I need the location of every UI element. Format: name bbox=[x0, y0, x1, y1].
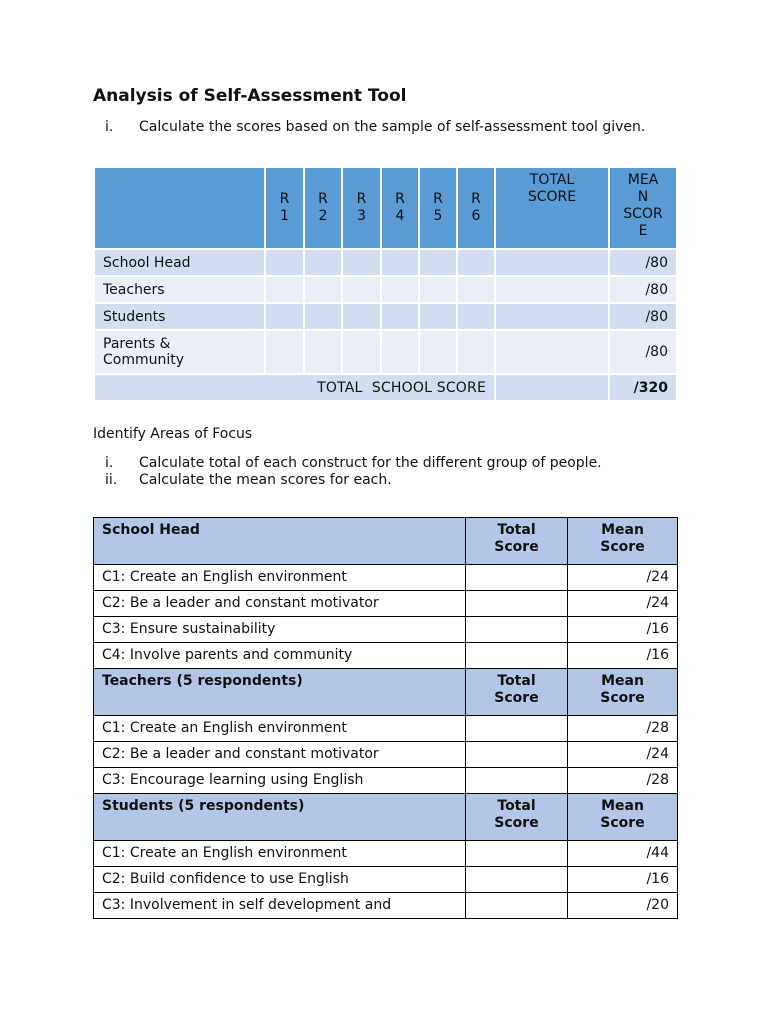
mean-score-header: Mean Score bbox=[568, 518, 678, 565]
mean-cell: /24 bbox=[568, 742, 678, 768]
instruction-item bbox=[93, 119, 663, 136]
instruction-item bbox=[93, 455, 663, 472]
score-cell bbox=[381, 249, 419, 276]
table-row bbox=[94, 276, 677, 303]
mean-cell: /24 bbox=[568, 591, 678, 617]
score-cell bbox=[265, 276, 304, 303]
score-cell bbox=[304, 303, 342, 330]
total-cell bbox=[466, 867, 568, 893]
header-r6: R 6 bbox=[457, 167, 495, 249]
header-r5: R 5 bbox=[419, 167, 457, 249]
construct-score-table bbox=[93, 517, 678, 919]
mean-cell: /80 bbox=[609, 330, 677, 374]
score-cell bbox=[457, 330, 495, 374]
total-cell bbox=[466, 591, 568, 617]
header-mean-score: MEA N SCOR E bbox=[609, 167, 677, 249]
total-cell bbox=[495, 249, 609, 276]
total-cell bbox=[466, 643, 568, 669]
header-r2: R 2 bbox=[304, 167, 342, 249]
mean-cell: /80 bbox=[609, 303, 677, 330]
total-score-header: Total Score bbox=[466, 794, 568, 841]
construct-label: C1: Create an English environment bbox=[94, 841, 466, 867]
construct-label: C2: Be a leader and constant motivator bbox=[94, 742, 466, 768]
mean-score-header: Mean Score bbox=[568, 794, 678, 841]
instruction-text: Calculate total of each construct for the different group of people. bbox=[139, 455, 602, 471]
table-row bbox=[94, 841, 678, 867]
score-cell bbox=[419, 249, 457, 276]
header-r3: R 3 bbox=[342, 167, 381, 249]
table-row bbox=[94, 617, 678, 643]
score-cell bbox=[342, 330, 381, 374]
total-school-score-value: /320 bbox=[609, 374, 677, 401]
construct-label: C4: Involve parents and community bbox=[94, 643, 466, 669]
total-cell bbox=[466, 841, 568, 867]
table-row bbox=[94, 643, 678, 669]
mean-cell: /80 bbox=[609, 276, 677, 303]
construct-label: C3: Ensure sustainability bbox=[94, 617, 466, 643]
mean-cell: /28 bbox=[568, 768, 678, 794]
mean-cell: /16 bbox=[568, 643, 678, 669]
header-total-score: TOTAL SCORE bbox=[495, 167, 609, 249]
score-cell bbox=[381, 303, 419, 330]
group-header-row bbox=[94, 669, 678, 716]
score-cell bbox=[457, 276, 495, 303]
score-summary-table bbox=[93, 166, 678, 402]
table-row bbox=[94, 893, 678, 919]
row-label: School Head bbox=[94, 249, 265, 276]
total-cell bbox=[466, 716, 568, 742]
table-row bbox=[94, 330, 677, 374]
table-row bbox=[94, 742, 678, 768]
table-row bbox=[94, 867, 678, 893]
score-cell bbox=[342, 276, 381, 303]
construct-label: C3: Encourage learning using English bbox=[94, 768, 466, 794]
group-header-row bbox=[94, 518, 678, 565]
instruction-text: Calculate the mean scores for each. bbox=[139, 472, 392, 488]
group-name: Teachers (5 respondents) bbox=[94, 669, 466, 716]
instruction-list-1 bbox=[93, 119, 663, 136]
mean-cell: /24 bbox=[568, 565, 678, 591]
total-cell bbox=[495, 374, 609, 401]
construct-label: C1: Create an English environment bbox=[94, 565, 466, 591]
table-row bbox=[94, 565, 678, 591]
mean-score-header: Mean Score bbox=[568, 669, 678, 716]
score-cell bbox=[265, 249, 304, 276]
total-cell bbox=[466, 742, 568, 768]
total-cell bbox=[466, 617, 568, 643]
instruction-item bbox=[93, 472, 663, 489]
list-number: ii. bbox=[105, 472, 118, 488]
header-r1: R 1 bbox=[265, 167, 304, 249]
total-cell bbox=[466, 768, 568, 794]
score-cell bbox=[381, 276, 419, 303]
mean-cell: /44 bbox=[568, 841, 678, 867]
total-score-header: Total Score bbox=[466, 518, 568, 565]
score-cell bbox=[304, 330, 342, 374]
header-r4: R 4 bbox=[381, 167, 419, 249]
construct-label: C2: Be a leader and constant motivator bbox=[94, 591, 466, 617]
construct-label: C2: Build confidence to use English bbox=[94, 867, 466, 893]
list-number: i. bbox=[105, 455, 114, 471]
row-label: Parents & Community bbox=[94, 330, 265, 374]
focus-heading: Identify Areas of Focus bbox=[93, 426, 253, 442]
table-row bbox=[94, 303, 677, 330]
mean-cell: /16 bbox=[568, 617, 678, 643]
score-cell bbox=[304, 249, 342, 276]
construct-label: C3: Involvement in self development and bbox=[94, 893, 466, 919]
total-cell bbox=[495, 276, 609, 303]
document-title: Analysis of Self-Assessment Tool bbox=[93, 86, 407, 106]
mean-cell: /28 bbox=[568, 716, 678, 742]
table-footer-row bbox=[94, 374, 677, 401]
score-cell bbox=[342, 249, 381, 276]
total-cell bbox=[495, 303, 609, 330]
table-row bbox=[94, 768, 678, 794]
score-cell bbox=[419, 303, 457, 330]
group-name: School Head bbox=[94, 518, 466, 565]
score-cell bbox=[342, 303, 381, 330]
total-cell bbox=[495, 330, 609, 374]
mean-cell: /16 bbox=[568, 867, 678, 893]
score-cell bbox=[265, 303, 304, 330]
header-blank-cell bbox=[94, 167, 265, 249]
total-cell bbox=[466, 893, 568, 919]
total-school-score-label: TOTAL SCHOOL SCORE bbox=[94, 374, 495, 401]
table-row bbox=[94, 716, 678, 742]
total-score-header: Total Score bbox=[466, 669, 568, 716]
group-header-row bbox=[94, 794, 678, 841]
row-label: Students bbox=[94, 303, 265, 330]
score-cell bbox=[419, 330, 457, 374]
table-header-row bbox=[94, 167, 677, 249]
table-row bbox=[94, 249, 677, 276]
mean-cell: /20 bbox=[568, 893, 678, 919]
score-cell bbox=[457, 249, 495, 276]
score-cell bbox=[457, 303, 495, 330]
total-cell bbox=[466, 565, 568, 591]
score-cell bbox=[265, 330, 304, 374]
mean-cell: /80 bbox=[609, 249, 677, 276]
score-cell bbox=[381, 330, 419, 374]
construct-label: C1: Create an English environment bbox=[94, 716, 466, 742]
table-row bbox=[94, 591, 678, 617]
list-number: i. bbox=[105, 119, 114, 135]
instruction-list-2 bbox=[93, 455, 663, 489]
score-cell bbox=[304, 276, 342, 303]
instruction-text: Calculate the scores based on the sample of self-assessment tool given. bbox=[139, 119, 646, 135]
row-label: Teachers bbox=[94, 276, 265, 303]
score-cell bbox=[419, 276, 457, 303]
group-name: Students (5 respondents) bbox=[94, 794, 466, 841]
